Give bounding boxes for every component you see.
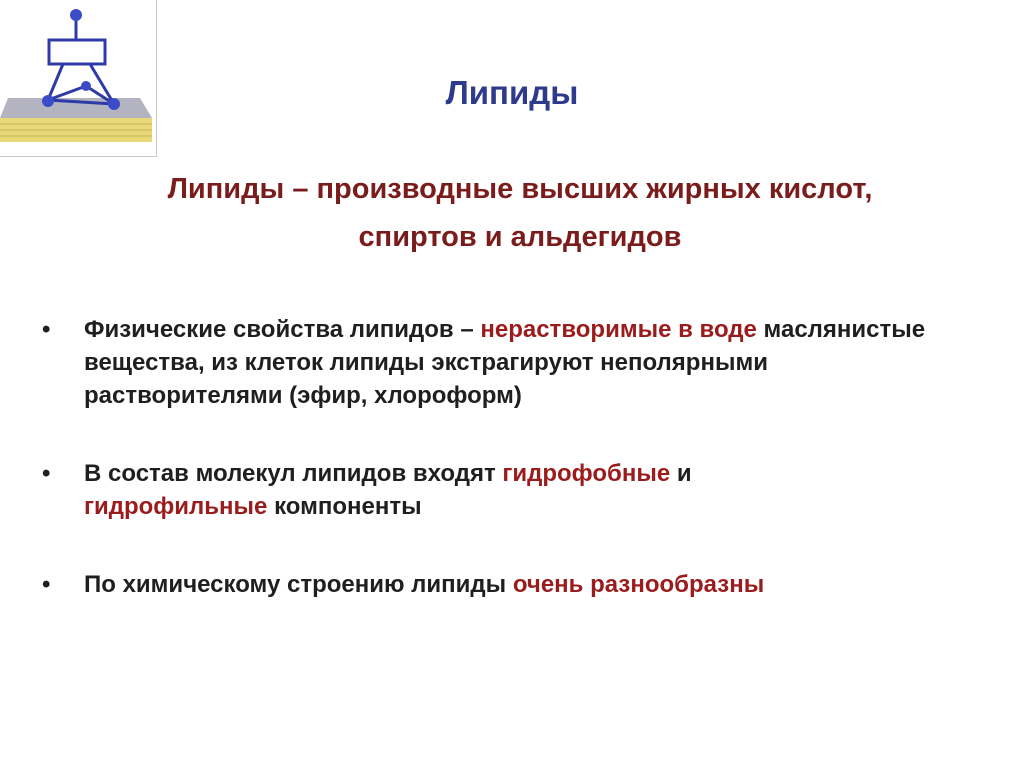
bullet-marker: • bbox=[42, 460, 51, 487]
slide-subtitle bbox=[60, 165, 980, 261]
bullet-text: и bbox=[670, 460, 692, 487]
subtitle-line-2: спиртов и альдегидов bbox=[358, 221, 682, 253]
bullet-highlight: гидрофильные bbox=[84, 493, 268, 520]
bullet-text: По химическому строению липиды bbox=[84, 571, 513, 598]
slide-title: Липиды bbox=[445, 74, 579, 111]
bullet-highlight: гидрофобные bbox=[502, 460, 671, 487]
bullet-marker: • bbox=[42, 571, 51, 598]
bullet-text: маслянистые вещества, из клеток липиды экстрагируют неполярными растворителями (эфир, хлороформ) bbox=[84, 316, 926, 409]
bullet-item-composition bbox=[42, 457, 972, 523]
bullet-highlight: нерастворимые в воде bbox=[480, 316, 757, 343]
bullet-item-chemical-structure bbox=[42, 568, 972, 601]
bullet-text: В состав молекул липидов входят bbox=[84, 460, 503, 487]
bullet-text: Физические свойства липидов – bbox=[84, 316, 481, 343]
bullet-item-physical-properties bbox=[42, 313, 972, 412]
bullet-text: компоненты bbox=[267, 493, 422, 520]
bullet-list bbox=[42, 313, 972, 601]
bullet-highlight: очень разнообразны bbox=[512, 571, 765, 598]
bullet-marker: • bbox=[42, 316, 51, 343]
subtitle-line-1: Липиды – производные высших жирных кислот, bbox=[167, 173, 873, 205]
